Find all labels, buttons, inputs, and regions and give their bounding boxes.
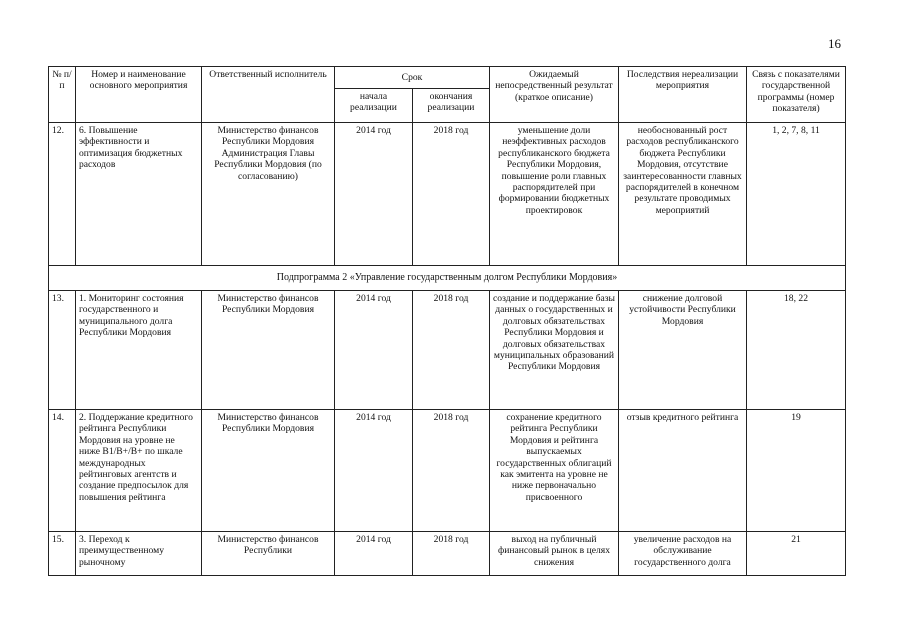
row-num: 12.	[49, 123, 76, 266]
row-num: 15.	[49, 532, 76, 576]
row-start: 2014 год	[335, 532, 413, 576]
row-link: 19	[747, 410, 846, 532]
row-start: 2014 год	[335, 123, 413, 266]
header-term: Срок	[335, 67, 490, 89]
row-name: 3. Переход к преимущественному рыночному	[76, 532, 202, 576]
row-executor: Министерство финансов Республики Мордовия	[202, 291, 335, 410]
row-start: 2014 год	[335, 291, 413, 410]
row-name: 2. Поддержание кредитного рейтинга Республики Мордовия на уровне не ниже B1/B+/B+ по шкале международных рейтинговых агентств и создание предпосылок для повышения рейтинга	[76, 410, 202, 532]
table-row	[49, 532, 846, 576]
row-link: 1, 2, 7, 8, 11	[747, 123, 846, 266]
row-consequences: снижение долговой устойчивости Республики Мордовия	[619, 291, 747, 410]
row-executor: Министерство финансов Республики	[202, 532, 335, 576]
subprogram-row	[49, 266, 846, 291]
table-row	[49, 291, 846, 410]
row-end: 2018 год	[413, 123, 490, 266]
header-num: № п/п	[49, 67, 76, 123]
header-result: Ожидаемый непосредственный результат (краткое описание)	[490, 67, 619, 123]
header-end: окончания реализации	[413, 89, 490, 123]
header-row	[49, 67, 846, 89]
row-consequences: увеличение расходов на обслуживание государственного долга	[619, 532, 747, 576]
row-start: 2014 год	[335, 410, 413, 532]
header-start: начала реализации	[335, 89, 413, 123]
activities-table	[48, 66, 846, 576]
row-end: 2018 год	[413, 410, 490, 532]
table-row	[49, 410, 846, 532]
row-end: 2018 год	[413, 291, 490, 410]
header-link: Связь с показателями государственной программы (номер показателя)	[747, 67, 846, 123]
row-consequences: необоснованный рост расходов республиканского бюджета Республики Мордовия, отсутствие заинтересованности главных распорядителей в конечном результате проводимых мероприятий	[619, 123, 747, 266]
row-link: 21	[747, 532, 846, 576]
header-consequences: Последствия нереализации мероприятия	[619, 67, 747, 123]
row-executor: Министерство финансов Республики Мордовия	[202, 410, 335, 532]
row-result: уменьшение доли неэффективных расходов республиканского бюджета Республики Мордовия, повышение роли главных распорядителей при формировании бюджетных проектировок	[490, 123, 619, 266]
row-end: 2018 год	[413, 532, 490, 576]
row-link: 18, 22	[747, 291, 846, 410]
row-result: создание и поддержание базы данных о государственных и долговых обязательствах Республики Мордовия и долговых обязательствах муниципальных образований Республики Мордовия	[490, 291, 619, 410]
row-name: 6. Повышение эффективности и оптимизация бюджетных расходов	[76, 123, 202, 266]
header-name: Номер и наименование основного мероприятия	[76, 67, 202, 123]
table-row	[49, 123, 846, 266]
subprogram-title: Подпрограмма 2 «Управление государственным долгом Республики Мордовия»	[49, 266, 846, 291]
row-name: 1. Мониторинг состояния государственного и муниципального долга Республики Мордовия	[76, 291, 202, 410]
row-result: сохранение кредитного рейтинга Республики Мордовия и рейтинга выпускаемых государственных облигаций как эмитента на уровне не ниже первоначально присвоенного	[490, 410, 619, 532]
row-result: выход на публичный финансовый рынок в целях снижения	[490, 532, 619, 576]
page-number: 16	[828, 36, 841, 51]
row-num: 14.	[49, 410, 76, 532]
header-executor: Ответственный исполнитель	[202, 67, 335, 123]
row-num: 13.	[49, 291, 76, 410]
row-consequences: отзыв кредитного рейтинга	[619, 410, 747, 532]
row-executor: Министерство финансов Республики Мордовия Администрация Главы Республики Мордовия (по согласованию)	[202, 123, 335, 266]
